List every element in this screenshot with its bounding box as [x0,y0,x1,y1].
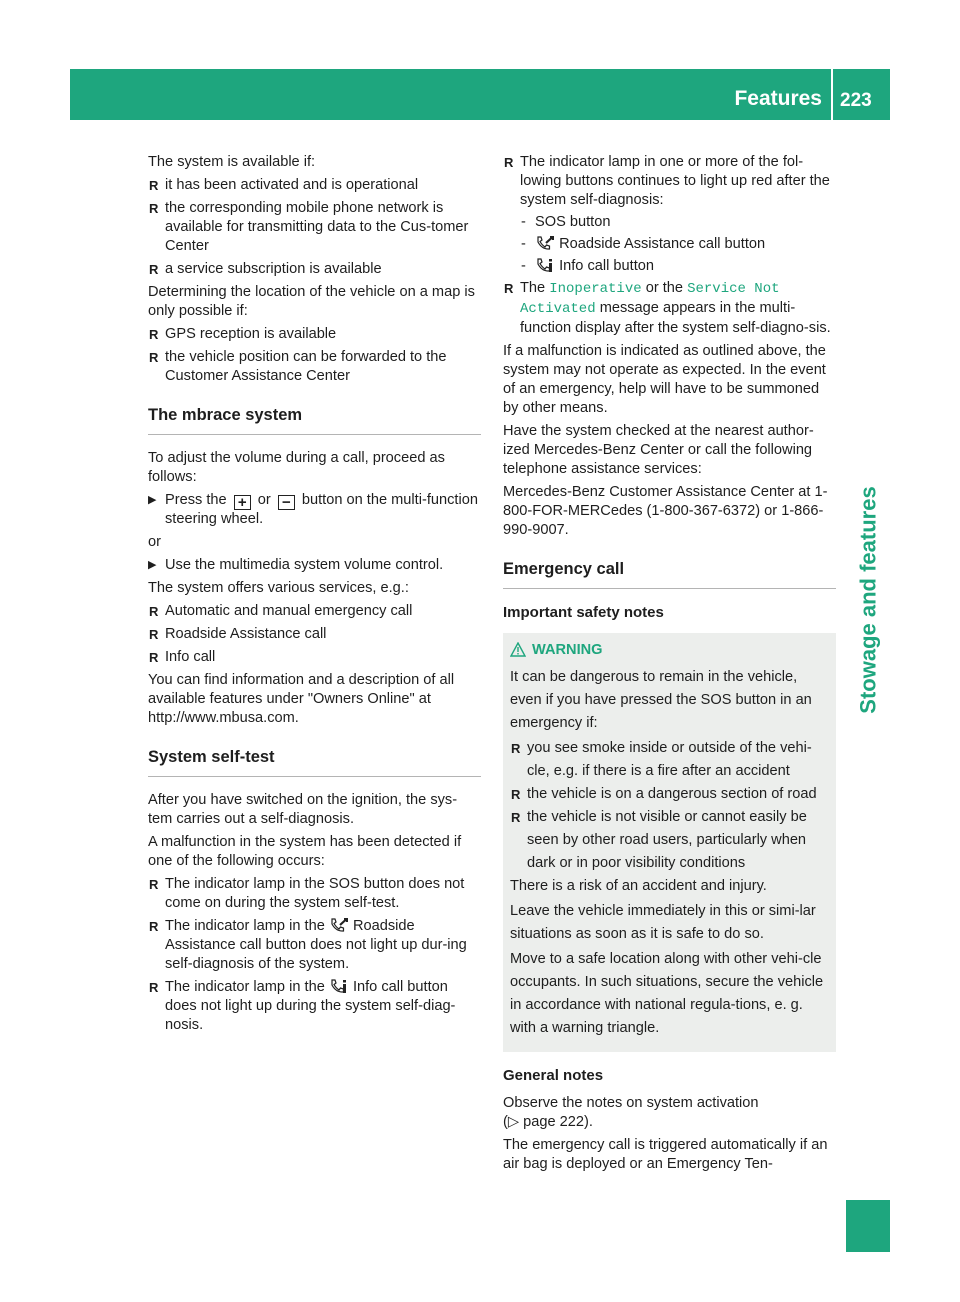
paragraph: You can find information and a description of all available features under "Owners Online" at http://www.mbusa.com. [148,672,455,726]
phone-info-icon [330,979,348,994]
heading-general-notes: General notes [503,1067,604,1084]
paragraph: Have the system checked at the nearest author-ized Mercedes-Benz Center or call the following telephone assistance services: [503,423,814,477]
paragraph: If a malfunction is indicated as outlined above, the system may not operate as expected. In the event of an emergency, help will have to be summoned by other means. [503,343,826,416]
step: ▶ Press the + or − button on the multi-function steering wheel. [148,491,481,529]
list-item: R the corresponding mobile phone network is available for transmitting data to the Cus-tomer Center [148,199,481,256]
heading-safety-notes: Important safety notes [503,604,664,621]
page-number: 223 [840,90,872,111]
paragraph: To adjust the volume during a call, proceed as follows: [148,450,445,485]
left-column [148,153,481,1039]
side-tab-label: Stowage and features [855,486,881,714]
paragraph: The system offers various services, e.g.: [148,580,409,596]
warning-triangle-icon [510,642,526,657]
list-item: R The indicator lamp in the Info call button does not light up during the system self-diag-nosis. [148,978,481,1035]
warning-text: Leave the vehicle immediately in this or simi-lar situations as soon as it is safe to do so. [510,903,816,942]
warning-text: It can be dangerous to remain in the vehicle, even if you have pressed the SOS button in an emergency if: [510,669,812,731]
warning-item: R the vehicle is not visible or cannot easily be seen by other road users, particularly when dark or in poor visibility conditions [510,806,828,875]
step: ▶ Use the multimedia system volume control. [148,556,481,575]
warning-text: There is a risk of an accident and injury. [510,878,767,894]
list-item: R Info call [148,648,481,667]
heading-emergency-call: Emergency call [503,558,836,589]
sub-list-item: - Roadside Assistance call button [503,235,836,254]
paragraph: The emergency call is triggered automatically if an air bag is deployed or an Emergency Ten- [503,1137,828,1172]
warning-text: Move to a safe location along with other vehi-cle occupants. In such situations, secure the vehicle in accordance with national regula-tions, e. g. with a warning triangle. [510,951,824,1036]
warning-item: R the vehicle is on a dangerous section of road [510,783,828,806]
warning-item: R you see smoke inside or outside of the vehi-cle, e.g. if there is a fire after an accident [510,737,828,783]
display-message-service-not-activated: Service Not Activated [520,281,780,317]
list-item: R a service subscription is available [148,260,481,279]
list-item: R The Inoperative or the Service Not Activated message appears in the multi-function display after the system self-diagno-sis. [503,279,836,338]
header-separator [831,69,833,120]
heading-mbrace: The mbrace system [148,404,481,435]
phone-wrench-icon [330,918,348,933]
list-item: R The indicator lamp in the SOS button does not come on during the system self-test. [148,875,481,913]
phone-wrench-icon [536,236,554,251]
list-item: R it has been activated and is operational [148,176,481,195]
paragraph: After you have switched on the ignition, the sys-tem carries out a self-diagnosis. [148,792,458,827]
sub-list-item: - SOS button [503,213,836,232]
warning-box [503,633,836,1052]
sub-list-item: - Info call button [503,257,836,276]
paragraph: A malfunction in the system has been detected if one of the following occurs: [148,834,462,869]
list-item: R Roadside Assistance call [148,625,481,644]
paragraph: or [148,534,161,550]
list-item: R The indicator lamp in one or more of the fol-lowing buttons continues to light up red after the system self-diagnosis: [503,153,836,210]
section-title: Features [734,87,822,110]
paragraph: The system is available if: [148,154,316,170]
list-item: R Automatic and manual emergency call [148,602,481,621]
phone-info-icon [536,258,554,273]
plus-button-icon: + [234,495,251,510]
list-item: R GPS reception is available [148,325,481,344]
minus-button-icon: − [278,495,295,510]
warning-title: WARNING [510,639,828,662]
heading-self-test: System self-test [148,746,481,777]
page-reference: (▷ page 222). [503,1114,593,1130]
list-item: R the vehicle position can be forwarded to the Customer Assistance Center [148,348,481,386]
paragraph: Determining the location of the vehicle on a map is only possible if: [148,284,475,319]
right-column [503,153,836,1178]
paragraph: Mercedes-Benz Customer Assistance Center at 1-800-FOR-MERCedes (1-800-367-6372) or 1-866-990-9007. [503,484,828,538]
side-block [846,1200,890,1252]
side-tab [846,420,890,780]
paragraph: Observe the notes on system activation [503,1095,759,1111]
display-message-inoperative: Inoperative [549,281,642,297]
list-item: R The indicator lamp in the Roadside Assistance call button does not light up dur-ing self-diagnosis of the system. [148,917,481,974]
